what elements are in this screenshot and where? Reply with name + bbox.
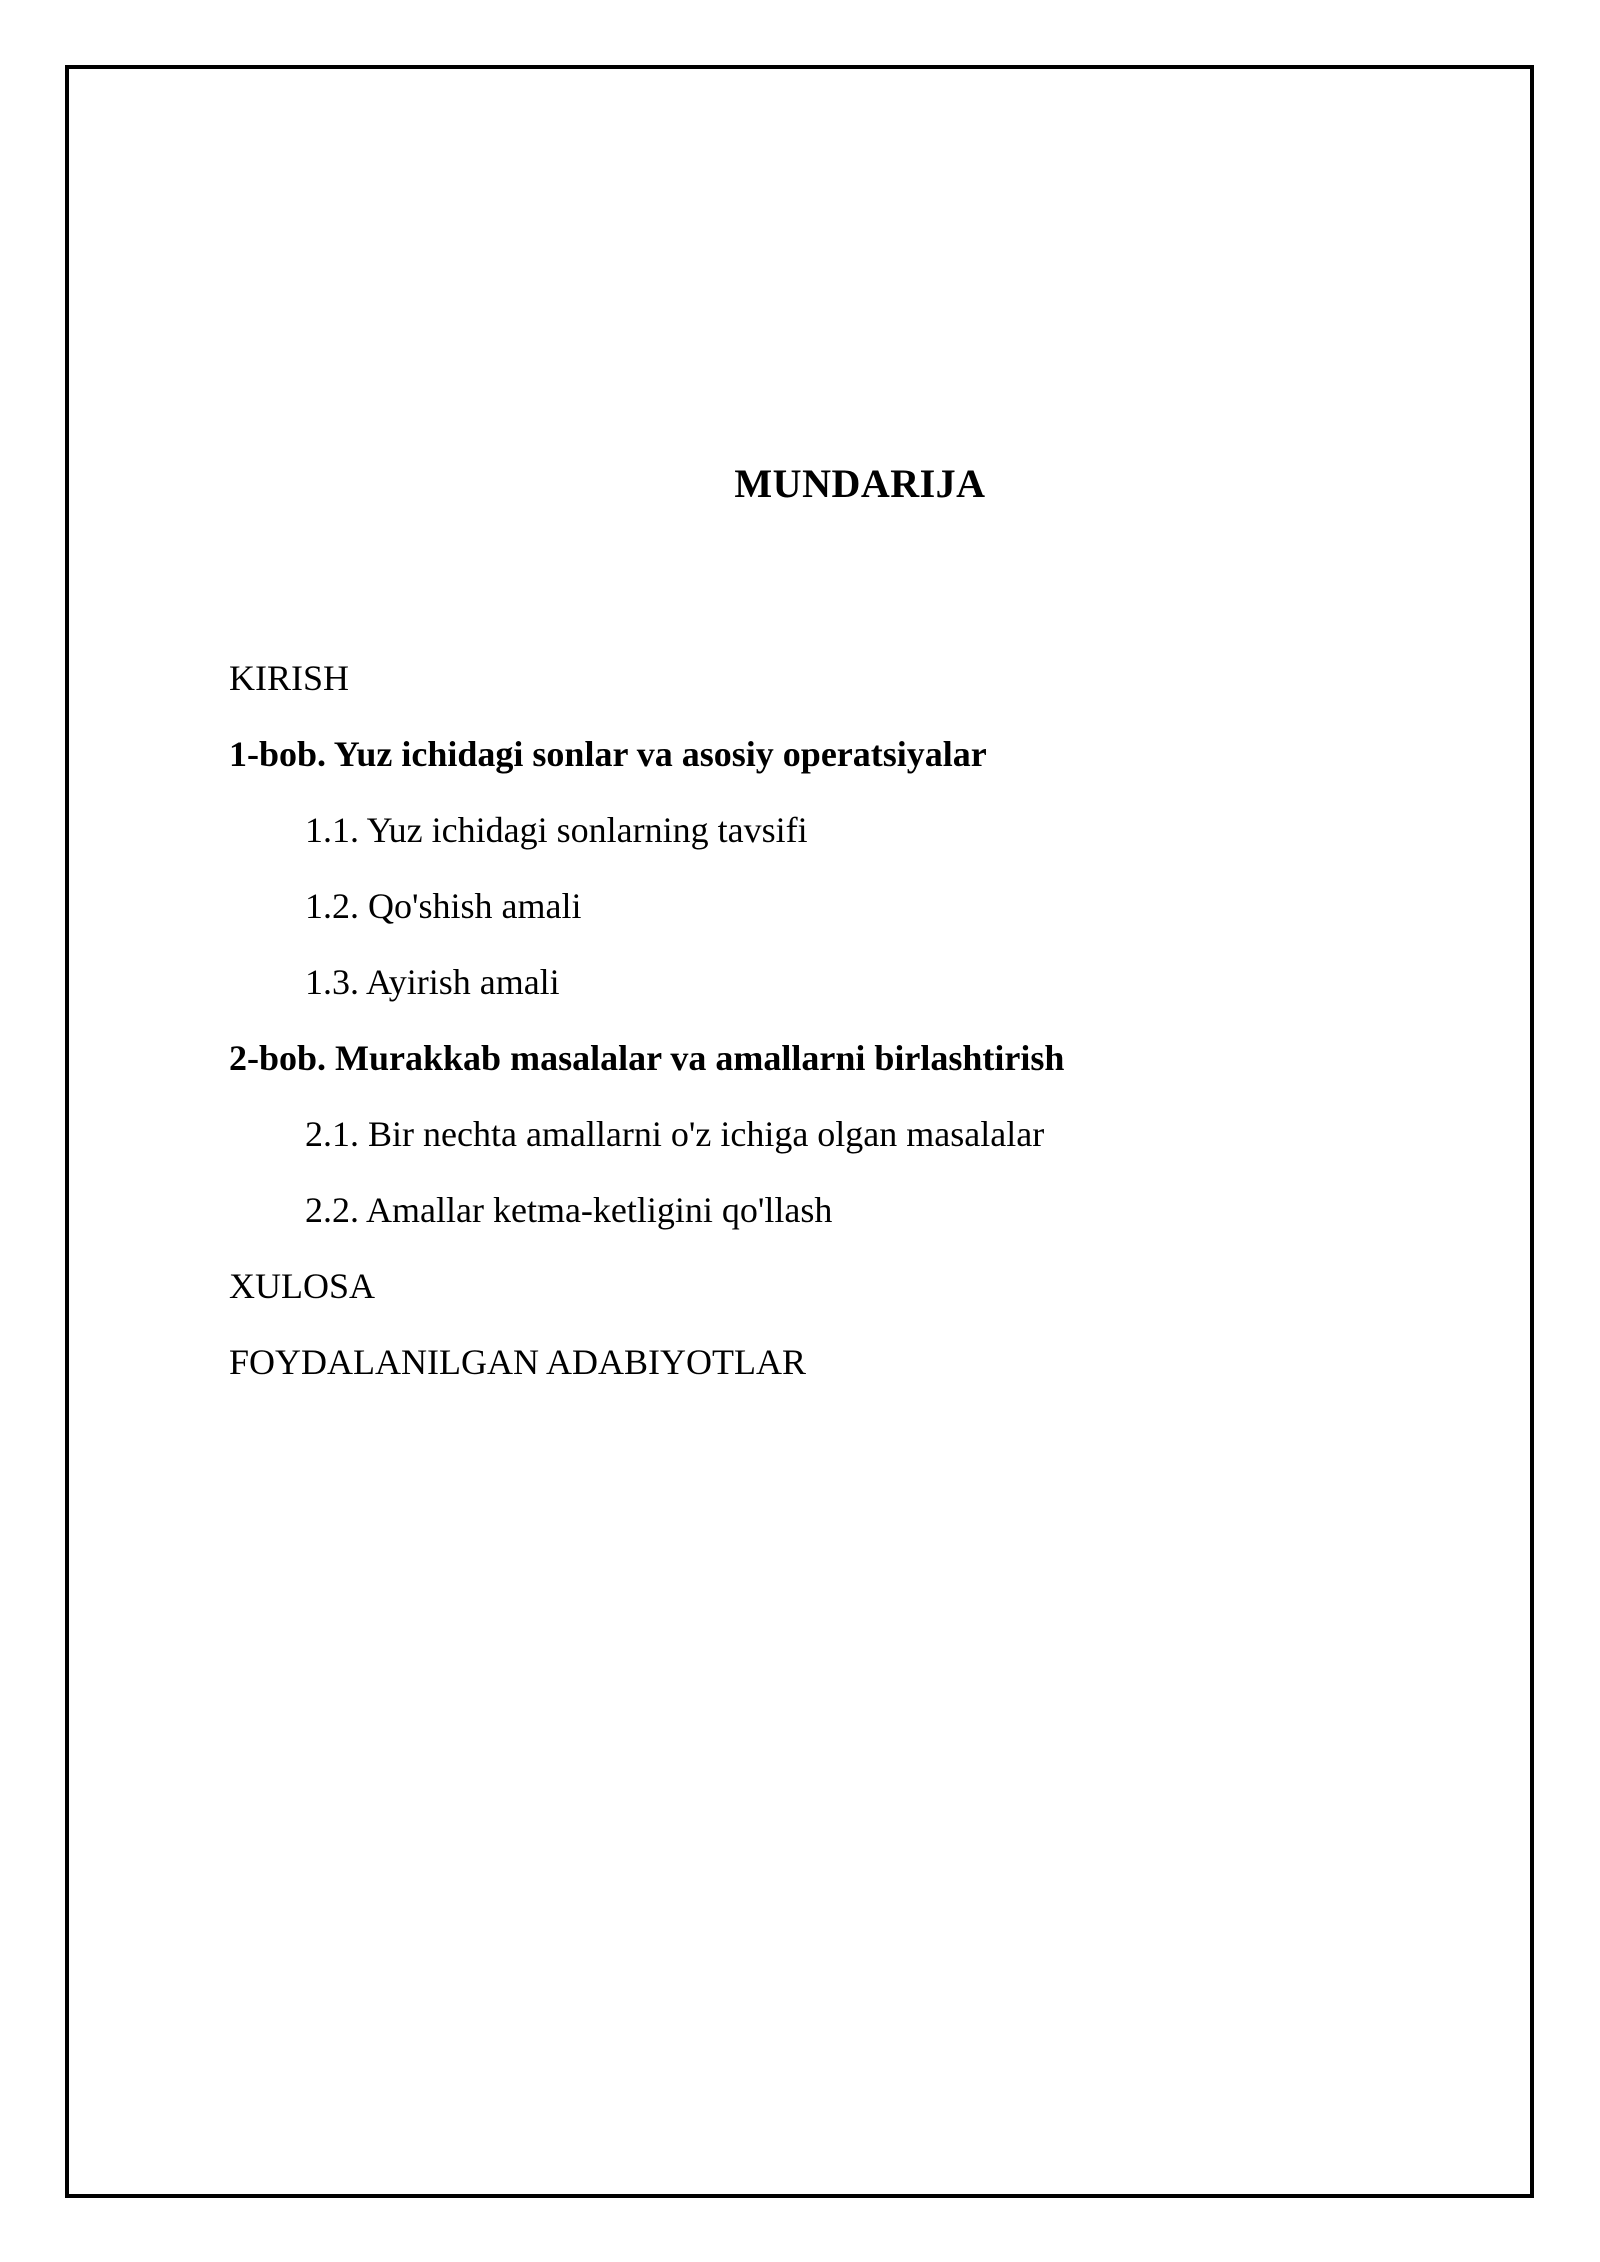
toc-section-2-2: 2.2. Amallar ketma-ketligini qo'llash	[305, 1190, 833, 1230]
toc-section-2-1: 2.1. Bir nechta amallarni o'z ichiga olgan masalalar	[305, 1114, 1045, 1154]
toc-chapter-1: 1-bob. Yuz ichidagi sonlar va asosiy operatsiyalar	[229, 734, 987, 774]
table-of-contents	[229, 640, 1064, 1400]
toc-chapter-2: 2-bob. Murakkab masalalar va amallarni birlashtirish	[229, 1038, 1065, 1078]
page-title: MUNDARIJA	[734, 461, 986, 506]
toc-entry-introduction: KIRISH	[229, 658, 350, 698]
toc-section-1-3: 1.3. Ayirish amali	[305, 962, 560, 1002]
toc-section-1-1: 1.1. Yuz ichidagi sonlarning tavsifi	[305, 810, 808, 850]
toc-entry-conclusion: XULOSA	[229, 1266, 376, 1306]
toc-section-1-2: 1.2. Qo'shish amali	[305, 886, 582, 926]
toc-entry-references: FOYDALANILGAN ADABIYOTLAR	[229, 1342, 806, 1382]
